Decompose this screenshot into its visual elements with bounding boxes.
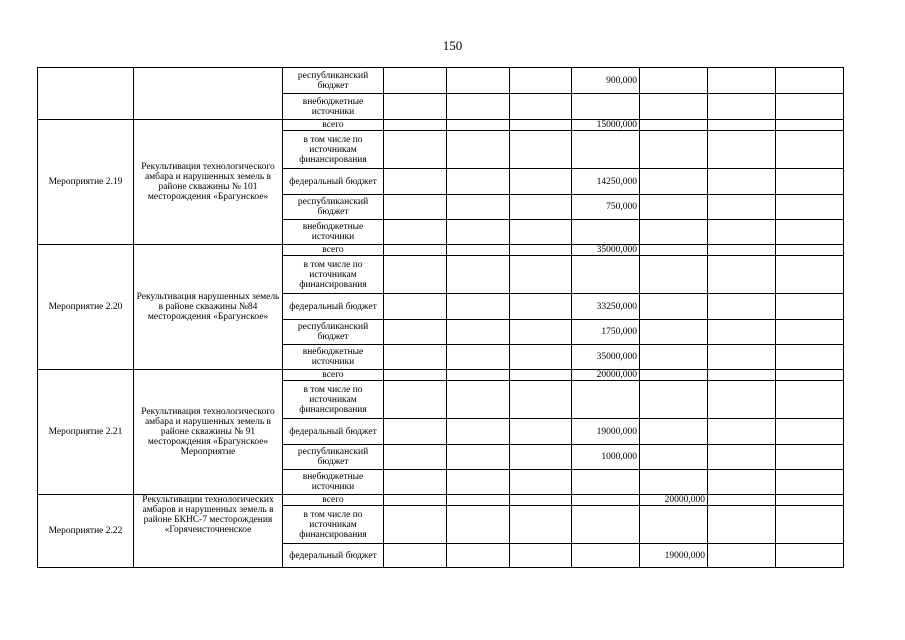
amount-cell: 35000,000 bbox=[572, 245, 640, 256]
table-row bbox=[38, 495, 844, 506]
source-label: внебюджетные источники bbox=[283, 470, 384, 495]
amount-cell: 20000,000 bbox=[640, 495, 708, 506]
event-name: Мероприятие 2.21 bbox=[38, 370, 134, 495]
amount-cell: 15000,000 bbox=[572, 120, 640, 131]
table-row bbox=[38, 68, 844, 94]
event-name: Мероприятие 2.22 bbox=[38, 495, 134, 568]
table-row bbox=[38, 370, 844, 381]
event-description: Рекультивация технологического амбара и нарушенных земель в районе скважины № 91 месторождения «Брагунское» Мероприятие bbox=[134, 370, 283, 495]
amount-cell: 1000,000 bbox=[572, 445, 640, 470]
source-label: в том числе по источникам финансирования bbox=[283, 381, 384, 419]
table-row bbox=[38, 120, 844, 131]
source-label: всего bbox=[283, 495, 384, 506]
source-label: всего bbox=[283, 245, 384, 256]
event-description: Рекультивации технологических амбаров и нарушенных земель в районе БКНС-7 месторождения «Горячеисточненское bbox=[134, 495, 283, 568]
source-label: республиканский бюджет bbox=[283, 320, 384, 345]
amount-cell: 33250,000 bbox=[572, 294, 640, 320]
table-row bbox=[38, 245, 844, 256]
source-label: внебюджетные источники bbox=[283, 220, 384, 245]
event-name: Мероприятие 2.19 bbox=[38, 120, 134, 245]
event-description: Рекультивация нарушенных земель в районе скважины №84 месторождения «Брагунское» bbox=[134, 245, 283, 370]
source-label: республиканский бюджет bbox=[283, 68, 384, 94]
budget-table bbox=[37, 67, 844, 568]
amount-cell: 19000,000 bbox=[640, 544, 708, 568]
event-name: Мероприятие 2.20 bbox=[38, 245, 134, 370]
amount-cell bbox=[572, 220, 640, 245]
source-label: федеральный бюджет bbox=[283, 419, 384, 445]
amount-cell bbox=[572, 470, 640, 495]
amount-cell: 900,000 bbox=[572, 68, 640, 94]
amount-cell: 19000,000 bbox=[572, 419, 640, 445]
amount-cell: 1750,000 bbox=[572, 320, 640, 345]
event-description: Рекультивация технологического амбара и нарушенных земель в районе скважины № 101 месторождения «Брагунское» bbox=[134, 120, 283, 245]
source-label: внебюджетные источники bbox=[283, 345, 384, 370]
source-label: федеральный бюджет bbox=[283, 544, 384, 568]
amount-cell: 35000,000 bbox=[572, 345, 640, 370]
source-label: республиканский бюджет bbox=[283, 195, 384, 220]
amount-cell: 14250,000 bbox=[572, 169, 640, 195]
amount-cell: 20000,000 bbox=[572, 370, 640, 381]
source-label: федеральный бюджет bbox=[283, 169, 384, 195]
source-label: республиканский бюджет bbox=[283, 445, 384, 470]
source-label: всего bbox=[283, 120, 384, 131]
source-label: в том числе по источникам финансирования bbox=[283, 506, 384, 544]
page-number: 150 bbox=[442, 38, 463, 53]
source-label: в том числе по источникам финансирования bbox=[283, 131, 384, 169]
source-label: всего bbox=[283, 370, 384, 381]
source-label: в том числе по источникам финансирования bbox=[283, 256, 384, 294]
amount-cell: 750,000 bbox=[572, 195, 640, 220]
source-label: внебюджетные источники bbox=[283, 94, 384, 120]
source-label: федеральный бюджет bbox=[283, 294, 384, 320]
